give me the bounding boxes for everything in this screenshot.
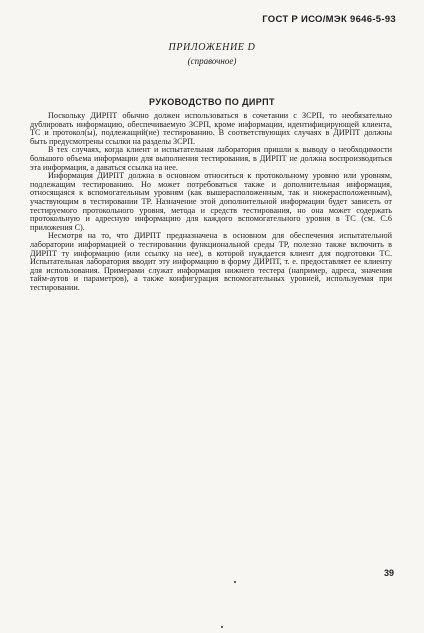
scan-speck bbox=[234, 581, 236, 583]
paragraph-3: Информация ДИРПТ должна в основном относиться к протокольному уровню или уровням, подлежащим тестированию. Но может потребоваться также и дополнительная информация, относящаяся к вспомогательным уровням (как вышерасположенным, так и нижерасположенным), участвующим в тестировании ТР. Назначение этой дополнительной информации будет зависеть от тестируемого протокольного уровня, метода и средств тестирования, но она может содержать протокольную и адресную информацию для каждого вспомогательного уровня в ТС (см. С.6 приложения С). bbox=[30, 171, 392, 232]
page-number: 39 bbox=[383, 568, 394, 578]
appendix-note: (справочное) bbox=[187, 56, 237, 66]
scan-speck bbox=[221, 626, 223, 628]
section-title: РУКОВОДСТВО ПО ДИРПТ bbox=[149, 97, 275, 107]
paragraph-4: Несмотря на то, что ДИРПТ предназначена в основном для обеспечения испытательной лаборатории информацией о тестировании функциональной среды ТР, полезно также включить в ДИРПТ ту информацию (или ссылку на нее), в которой нуждается клиент для подготовки ТС. Испытательная лаборатория вводит эту информацию в форму ДИРПТ, т. е. предоставляет ее клиенту для использования. Примерами служат информация нижнего тестера (например, адреса, значения тайм-аутов и параметров), а также конфигурация вспомогательных уровней, используемая при тестировании. bbox=[30, 231, 392, 292]
standard-header: ГОСТ Р ИСО/МЭК 9646-5-93 bbox=[262, 14, 396, 25]
paragraph-1: Поскольку ДИРПТ обычно должен использоваться в сочетании с ЗСРП, то необязательно дублировать информацию, обеспечиваемую ЗСРП, кроме информации, идентифицирующей клиента, ТС и протокол(ы), подлежащий(ие) тестированию. В соответствующих случаях в ДИРПТ должны быть предусмотрены ссылки на разделы ЗСРП. bbox=[30, 111, 392, 146]
paragraph-2: В тех случаях, когда клиент и испытательная лаборатория пришли к выводу о необходимости большого объема информации для выполнения тестирования, в ДИРПТ не должна воспроизводиться эта информация, а даваться ссылка на нее. bbox=[30, 145, 392, 172]
appendix-label: ПРИЛОЖЕНИЕ D bbox=[168, 42, 256, 53]
body-text bbox=[30, 112, 392, 292]
